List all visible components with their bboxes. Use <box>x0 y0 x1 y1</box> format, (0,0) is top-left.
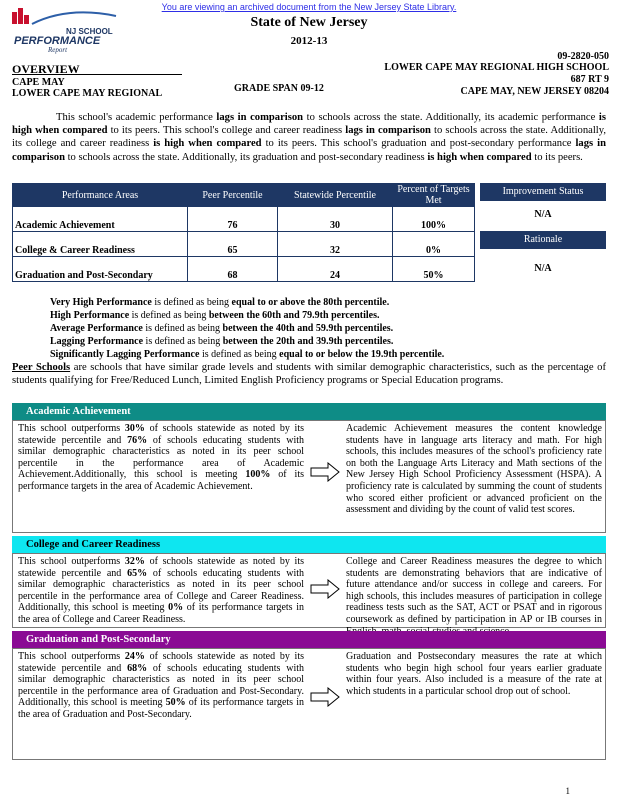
body-text: is defined as being <box>129 310 209 321</box>
table-row <box>13 232 475 257</box>
graduation-description: Graduation and Postsecondary measures the rate at which students who begin high school four years earlier graduate within four years. Also included is a measure of the rate at which students in a particular school drop out of school. <box>346 651 602 697</box>
performance-table <box>12 183 475 282</box>
emphasis-text: Average Performance <box>50 323 143 334</box>
logo-line2: PERFORMANCE <box>14 35 101 47</box>
arrow-right-icon <box>310 462 340 482</box>
emphasis-text: 100% <box>245 469 271 481</box>
school-city: CAPE MAY, NEW JERSEY 08204 <box>460 86 609 97</box>
body-text: to its peers. <box>531 151 583 163</box>
definition-item <box>50 335 444 348</box>
emphasis-text: equal to or above the 80th percentile. <box>231 297 390 308</box>
body-text: This school outperforms <box>18 651 125 662</box>
district-name: LOWER CAPE MAY REGIONAL <box>12 88 163 99</box>
school-name: LOWER CAPE MAY REGIONAL HIGH SCHOOL <box>384 62 609 73</box>
body-text: is defined as being <box>143 336 223 347</box>
body-text: of its performance targets in the area of College and Career Readiness. <box>18 602 304 625</box>
table-row <box>13 257 475 282</box>
body-text: of schools statewide as noted by its statewide percentile and <box>18 423 304 446</box>
emphasis-text: 50% <box>165 697 186 709</box>
body-text: of its performance targets in the area of Academic Achievement. <box>18 469 304 492</box>
row-met: 0% <box>393 232 475 257</box>
college-career-description: College and Career Readiness measures the degree to which students are demonstrating behaviors that are indicative of future attendance and/or success in college and careers. For high schools, this includes measures of participation in college readiness tests such as the SAT, ACT or PSAT and in rigorous coursework as defined by participation in AP or IB courses in <box>346 556 602 625</box>
row-area: College & Career Readiness <box>13 232 188 257</box>
page-title: State of New Jersey <box>250 15 368 30</box>
improvement-status-value: N/A <box>534 209 552 220</box>
logo-line1: NJ SCHOOL <box>66 27 113 36</box>
row-peer: 68 <box>188 257 278 282</box>
section-header-college-career-readiness: College and Career Readiness <box>12 536 606 553</box>
table-row <box>13 207 475 232</box>
performance-definitions <box>50 296 444 361</box>
county-name: CAPE MAY <box>12 77 65 88</box>
peer-schools-text: are schools that have similar grade levels and students with similar demographic characteristics, such as the percentage of students qualifying for Free/Reduced Lunch, Limited English Proficiency programs or Special Education programs. <box>12 362 606 386</box>
row-met: 50% <box>393 257 475 282</box>
emphasis-text: between the 60th and 79.9th percentiles. <box>208 310 380 321</box>
emphasis-text: lags in comparison <box>216 112 304 123</box>
peer-schools-definition <box>12 362 606 387</box>
improvement-status-header: Improvement Status <box>480 183 606 201</box>
body-text: is defined as being <box>142 323 223 334</box>
col-peer-percentile: Peer Percentile <box>188 184 278 207</box>
school-address: 687 RT 9 <box>570 74 609 85</box>
emphasis-text: Very High Performance <box>50 297 152 308</box>
definition-item <box>50 309 444 322</box>
emphasis-text: between the 40th and 59.9th percentiles. <box>222 323 394 334</box>
body-text: of schools educating students with similar demographic characteristics as noted in its peer school percentile in the performance area of College and Career Readiness. Additionally, this school is meeting <box>18 567 304 614</box>
row-state: 32 <box>278 232 393 257</box>
definition-item <box>50 348 444 361</box>
body-text: This school outperforms <box>18 556 125 567</box>
row-state: 24 <box>278 257 393 282</box>
overview-rule <box>12 74 182 75</box>
academic-achievement-summary <box>18 423 304 493</box>
rationale-header: Rationale <box>480 231 606 249</box>
table-header-row <box>13 184 475 207</box>
summary-paragraph <box>12 111 606 164</box>
body-text: of schools statewide as noted by its statewide percentile and <box>18 556 304 579</box>
body-text: of schools statewide as noted by its statewide percentile and <box>18 651 304 674</box>
summary-text <box>12 111 606 164</box>
graduation-summary <box>18 651 304 721</box>
row-area: Academic Achievement <box>13 207 188 232</box>
logo-line3: Report <box>48 46 68 54</box>
school-year: 2012-13 <box>290 35 328 47</box>
emphasis-text: lags in comparison <box>12 138 606 163</box>
emphasis-text: is high when compared <box>153 138 262 150</box>
emphasis-text: 32% <box>124 556 145 567</box>
row-state: 30 <box>278 207 393 232</box>
rationale-value: N/A <box>534 263 552 274</box>
col-targets-met: Percent of Targets Met <box>393 184 475 207</box>
body-text: This school outperforms <box>18 423 125 434</box>
arrow-right-icon <box>310 579 340 599</box>
emphasis-text: 24% <box>124 651 145 662</box>
row-area: Graduation and Post-Secondary <box>13 257 188 282</box>
row-met: 100% <box>393 207 475 232</box>
emphasis-text: lags in comparison <box>345 125 431 137</box>
archive-banner-link[interactable]: You are viewing an archived document from the New Jersey State Library. <box>161 2 457 12</box>
peer-schools-term: Peer Schools <box>12 362 71 373</box>
definition-item <box>50 296 444 309</box>
body-text: to schools across the state. Additionally, its graduation and post-secondary readiness <box>64 151 428 163</box>
arrow-right-icon <box>310 687 340 707</box>
emphasis-text: 76% <box>127 434 148 446</box>
body-text: This school's academic performance <box>56 112 217 123</box>
body-text: is defined as being <box>151 297 232 308</box>
body-text: is defined as being <box>199 349 280 360</box>
col-performance-areas: Performance Areas <box>13 184 188 207</box>
body-text: to schools across the state. Additionally, its college and career readiness <box>12 125 606 150</box>
emphasis-text: Lagging Performance <box>50 336 144 347</box>
emphasis-text: 65% <box>127 567 148 579</box>
emphasis-text: is high when compared <box>427 151 532 163</box>
emphasis-text: equal to or below the 19.9th percentile. <box>279 349 445 360</box>
emphasis-text: between the 20th and 39.9th percentiles. <box>222 336 394 347</box>
row-peer: 65 <box>188 232 278 257</box>
emphasis-text: High Performance <box>50 310 130 321</box>
col-statewide-percentile: Statewide Percentile <box>278 184 393 207</box>
overview-heading: OVERVIEW <box>12 62 80 76</box>
college-career-summary <box>18 556 304 626</box>
body-text: of schools educating students with similar demographic characteristics as noted in its peer school percentile in the performance area of Graduation and Post-Secondary. Additionally, this school is meeting <box>18 662 304 709</box>
emphasis-text: 68% <box>127 662 148 674</box>
school-code: 09-2820-050 <box>557 51 609 62</box>
body-text: of its performance targets in the area of Graduation and Post-Secondary. <box>18 697 304 720</box>
page-number: 1 <box>565 786 570 796</box>
definition-item <box>50 322 444 335</box>
body-text: of schools educating students with similar demographic characteristics as noted in its peer school percentile in the performance area of Academic Achievement.Additionally, this school is meeting <box>18 434 304 481</box>
body-text: to its peers. This school's graduation and post-secondary performance <box>261 138 576 150</box>
academic-achievement-description: Academic Achievement measures the content knowledge students have in language arts literacy and math. For high schools, this includes measures of the school's proficiency rate on both the Language Arts Literacy and Math sections of the New Jersey High School Proficiency Assessment (HSPA). A proficiency rate is calculated by summing the count of students who scored either proficient or advanced proficient on the assessment and dividing by the count of valid test scores. <box>346 423 602 516</box>
section-header-graduation-post-secondary: Graduation and Post-Secondary <box>12 631 606 648</box>
row-peer: 76 <box>188 207 278 232</box>
emphasis-text: 0% <box>168 602 184 614</box>
body-text: to its peers. This school's college and career readiness <box>107 125 346 137</box>
emphasis-text: Significantly Lagging Performance <box>50 349 200 360</box>
emphasis-text: is high when compared <box>12 112 606 137</box>
grade-span: GRADE SPAN 09-12 <box>234 83 324 94</box>
section-header-academic-achievement: Academic Achievement <box>12 403 606 420</box>
emphasis-text: 30% <box>124 423 145 434</box>
body-text: to schools across the state. Additionally, its academic performance <box>303 112 599 123</box>
